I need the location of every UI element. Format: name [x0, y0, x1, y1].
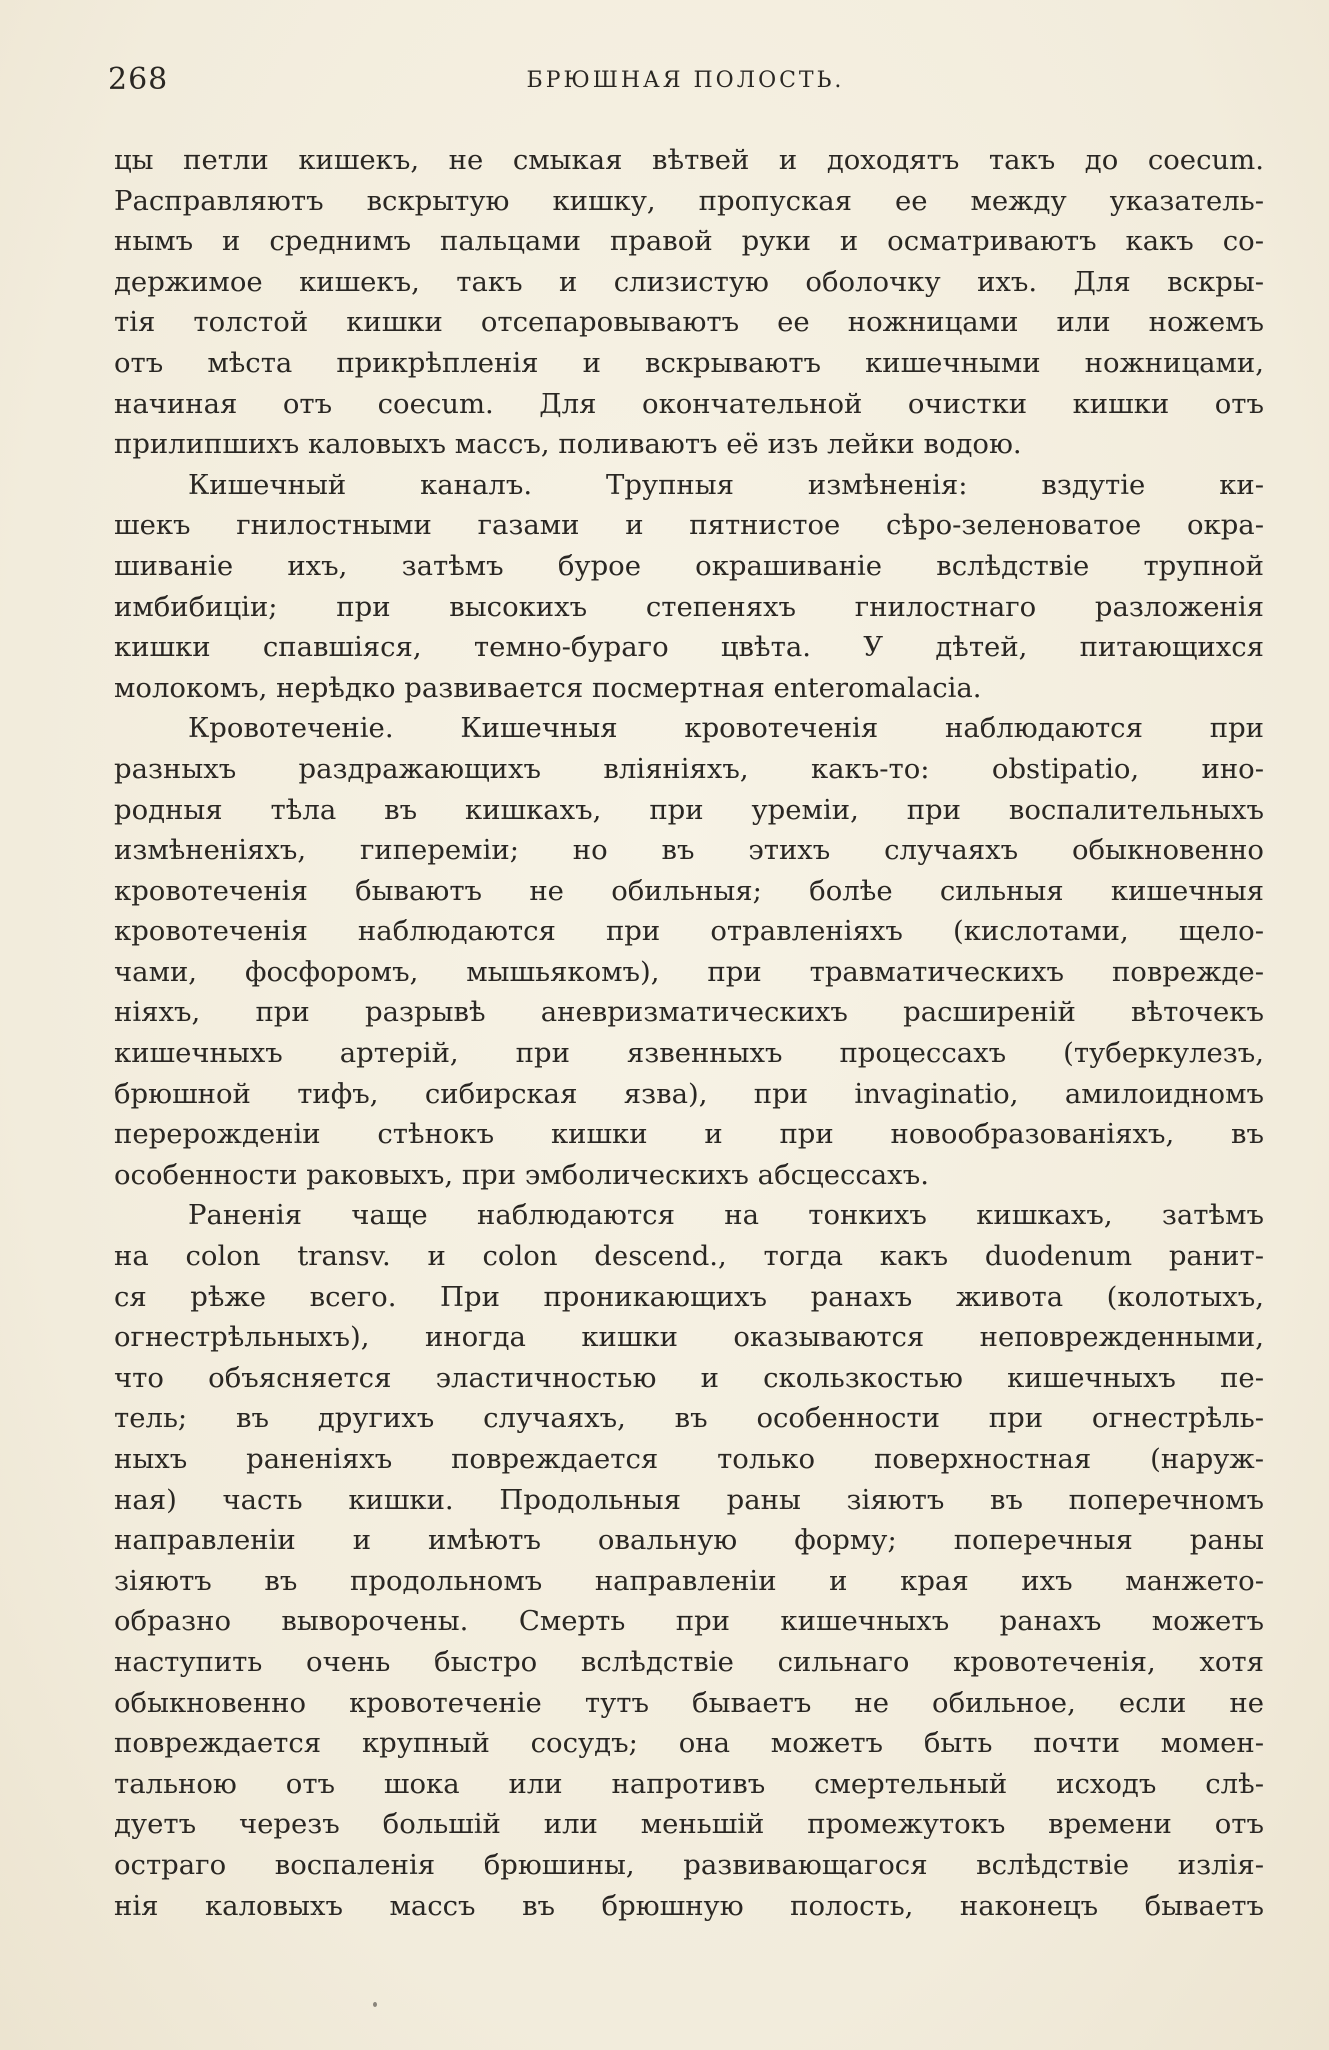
running-title: БРЮШНАЯ ПОЛОСТЬ.	[526, 68, 845, 93]
text-line: шекъ гнилостными газами и пятнистое сѣро-зеленоватое окра-	[114, 509, 1264, 542]
text-line: измѣненіяхъ, гипереміи; но въ этихъ случаяхъ обыкновенно	[114, 834, 1264, 867]
text-line: наступить очень быстро вслѣдствіе сильнаго кровотеченія, хотя	[114, 1645, 1264, 1678]
text-line: прилипшихъ каловыхъ массъ, поливаютъ её изъ лейки водою.	[114, 428, 1022, 461]
text-line: начиная отъ coecum. Для окончательной очистки кишки отъ	[114, 387, 1264, 420]
text-line: Кровотеченіе. Кишечныя кровотеченія наблюдаются при	[188, 712, 1264, 745]
text-line: образно выворочены. Смерть при кишечныхъ ранахъ можетъ	[114, 1605, 1264, 1638]
text-line: повреждается крупный сосудъ; она можетъ быть почти момен-	[114, 1727, 1264, 1760]
page-header	[108, 62, 1263, 102]
text-line: тальною отъ шока или напротивъ смертельный исходъ слѣ-	[114, 1767, 1264, 1800]
text-line: шиваніе ихъ, затѣмъ бурое окрашиваніе вслѣдствіе трупной	[114, 549, 1264, 582]
text-line: отъ мѣста прикрѣпленія и вскрываютъ кишечными ножницами,	[114, 346, 1264, 379]
text-line: зіяютъ въ продольномъ направленіи и края ихъ манжето-	[114, 1564, 1264, 1597]
page-number: 268	[108, 62, 169, 97]
text-line: ныхъ раненіяхъ повреждается только поверхностная (наруж-	[114, 1443, 1264, 1475]
text-line: Кишечный каналъ. Трупныя измѣненія: вздутіе ки-	[188, 468, 1264, 501]
text-line: что объясняется эластичностью и скользкостью кишечныхъ пе-	[114, 1361, 1264, 1394]
text-line: направленіи и имѣютъ овальную форму; поперечныя раны	[114, 1524, 1264, 1557]
text-line: держимое кишекъ, такъ и слизистую оболочку ихъ. Для вскры-	[114, 265, 1264, 298]
text-line: нымъ и среднимъ пальцами правой руки и осматриваютъ какъ со-	[114, 225, 1264, 258]
text-line: особенности раковыхъ, при эмболическихъ абсцессахъ.	[114, 1158, 929, 1191]
text-line: нія каловыхъ массъ въ брюшную полость, наконецъ бываетъ	[114, 1889, 1264, 1922]
text-line: кишки спавшіяся, темно-бураго цвѣта. У дѣтей, питающихся	[114, 631, 1264, 664]
text-line: цы петли кишекъ, не смыкая вѣтвей и доходятъ такъ до coecum.	[114, 144, 1264, 176]
text-line: ніяхъ, при разрывѣ аневризматическихъ расширеній вѣточекъ	[114, 996, 1264, 1029]
text-line: обыкновенно кровотеченіе тутъ бываетъ не обильное, если не	[114, 1686, 1264, 1719]
text-line: кровотеченія бываютъ не обильныя; болѣе сильныя кишечныя	[114, 874, 1264, 907]
print-speck	[373, 2002, 377, 2007]
text-line: на colon transv. и colon descend., тогда какъ duodenum ранит-	[114, 1240, 1264, 1273]
text-line: кишечныхъ артерій, при язвенныхъ процессахъ (туберкулезъ,	[114, 1037, 1264, 1070]
text-line: огнестрѣльныхъ), иногда кишки оказываются неповрежденными,	[114, 1321, 1264, 1354]
text-line: молокомъ, нерѣдко развивается посмертная enteromalacia.	[114, 671, 982, 704]
text-line: разныхъ раздражающихъ вліяніяхъ, какъ-то: obstipatio, ино-	[114, 752, 1264, 785]
text-line: кровотеченія наблюдаются при отравленіяхъ (кислотами, щело-	[114, 915, 1264, 948]
text-line: родныя тѣла въ кишкахъ, при уреміи, при воспалительныхъ	[114, 793, 1264, 826]
text-line: имбибиціи; при высокихъ степеняхъ гнилостнаго разложенія	[114, 590, 1264, 623]
text-line: ся рѣже всего. При проникающихъ ранахъ живота (колотыхъ,	[114, 1280, 1264, 1313]
text-line: Раненія чаще наблюдаются на тонкихъ кишкахъ, затѣмъ	[188, 1199, 1264, 1232]
text-line: тія толстой кишки отсепаровываютъ ее ножницами или ножемъ	[114, 306, 1264, 339]
text-line: тель; въ другихъ случаяхъ, въ особенности при огнестрѣль-	[114, 1402, 1264, 1435]
text-line: перерожденіи стѣнокъ кишки и при новообразованіяхъ, въ	[114, 1118, 1264, 1151]
text-line: остраго воспаленія брюшины, развивающагося вслѣдствіе излія-	[114, 1848, 1264, 1881]
body-text	[114, 140, 1264, 1926]
text-line: Расправляютъ вскрытую кишку, пропуская ее между указатель-	[114, 184, 1264, 217]
text-line: дуетъ черезъ большій или меньшій промежутокъ времени отъ	[114, 1808, 1264, 1841]
text-line: ная) часть кишки. Продольныя раны зіяютъ въ поперечномъ	[114, 1483, 1264, 1516]
text-line: брюшной тифъ, сибирская язва), при invaginatio, амилоидномъ	[114, 1077, 1264, 1110]
text-line: чами, фосфоромъ, мышьякомъ), при травматическихъ поврежде-	[114, 955, 1264, 988]
